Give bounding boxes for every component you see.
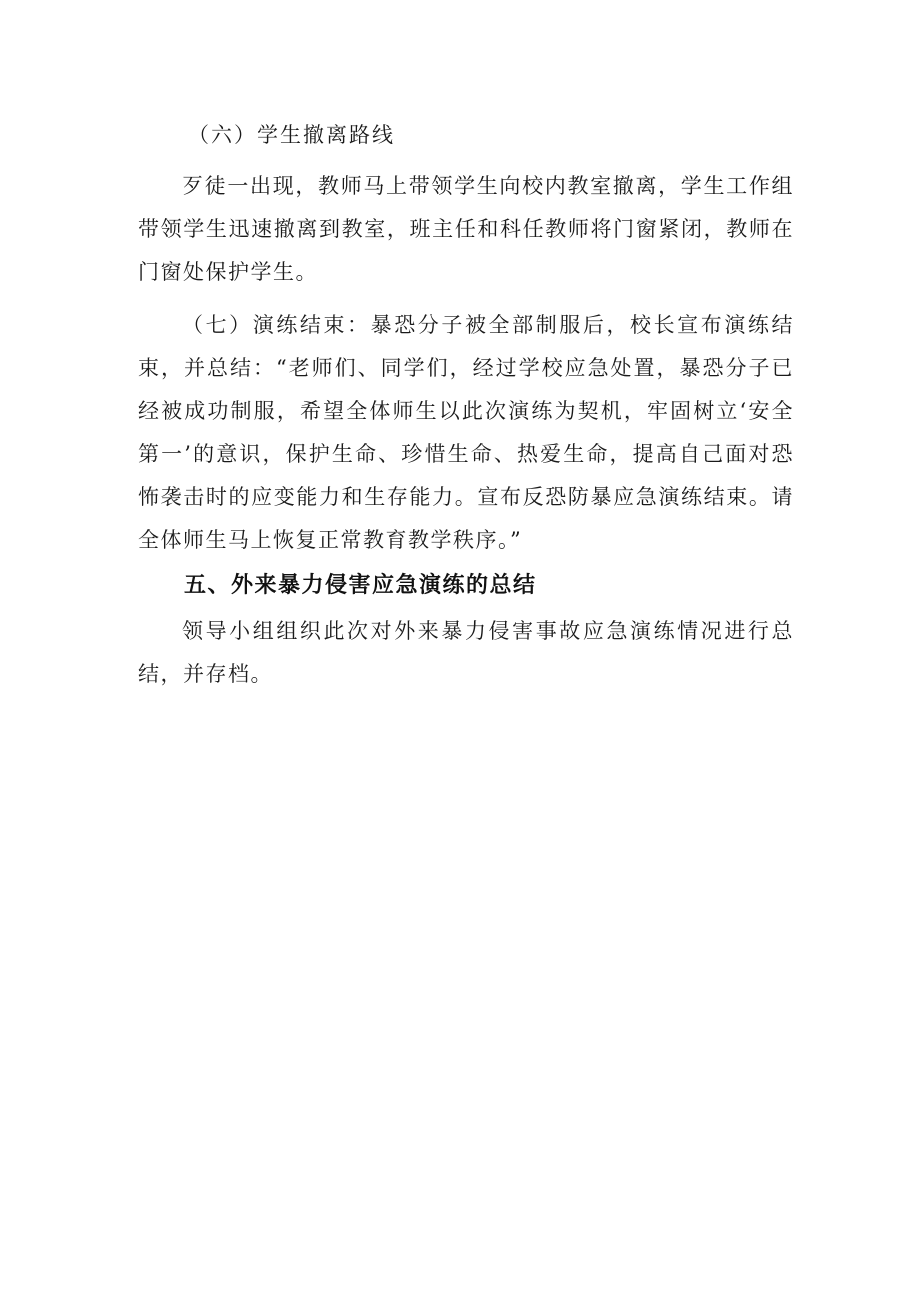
document-body: [138, 113, 794, 696]
section-5-paragraph: 领导小组组织此次对外来暴力侵害事故应急演练情况进行总结，并存档。: [138, 619, 794, 686]
subsection-7-paragraph: （七）演练结束：暴恐分子被全部制服后，校长宣布演练结束，并总结：“老师们、同学们，经过学校应急处置，暴恐分子已经被成功制服，希望全体师生以此次演练为契机，牢固树立‘安全第一’的意识，保护生命、珍惜生命、热爱生命，提高自己面对恐怖袭击时的应变能力和生存能力。宣布反恐防暴应急演练结束。请全体师生马上恢复正常教育教学秩序。”: [138, 313, 794, 552]
subsection-6-heading: （六）学生撤离路线: [188, 123, 395, 147]
section-5-heading: 五、外来暴力侵害应急演练的总结: [184, 573, 537, 598]
subsection-6-paragraph: 歹徒一出现，教师马上带领学生向校内教室撤离，学生工作组带领学生迅速撤离到教室，班主任和科任教师将门窗紧闭，教师在门窗处保护学生。: [138, 174, 794, 284]
